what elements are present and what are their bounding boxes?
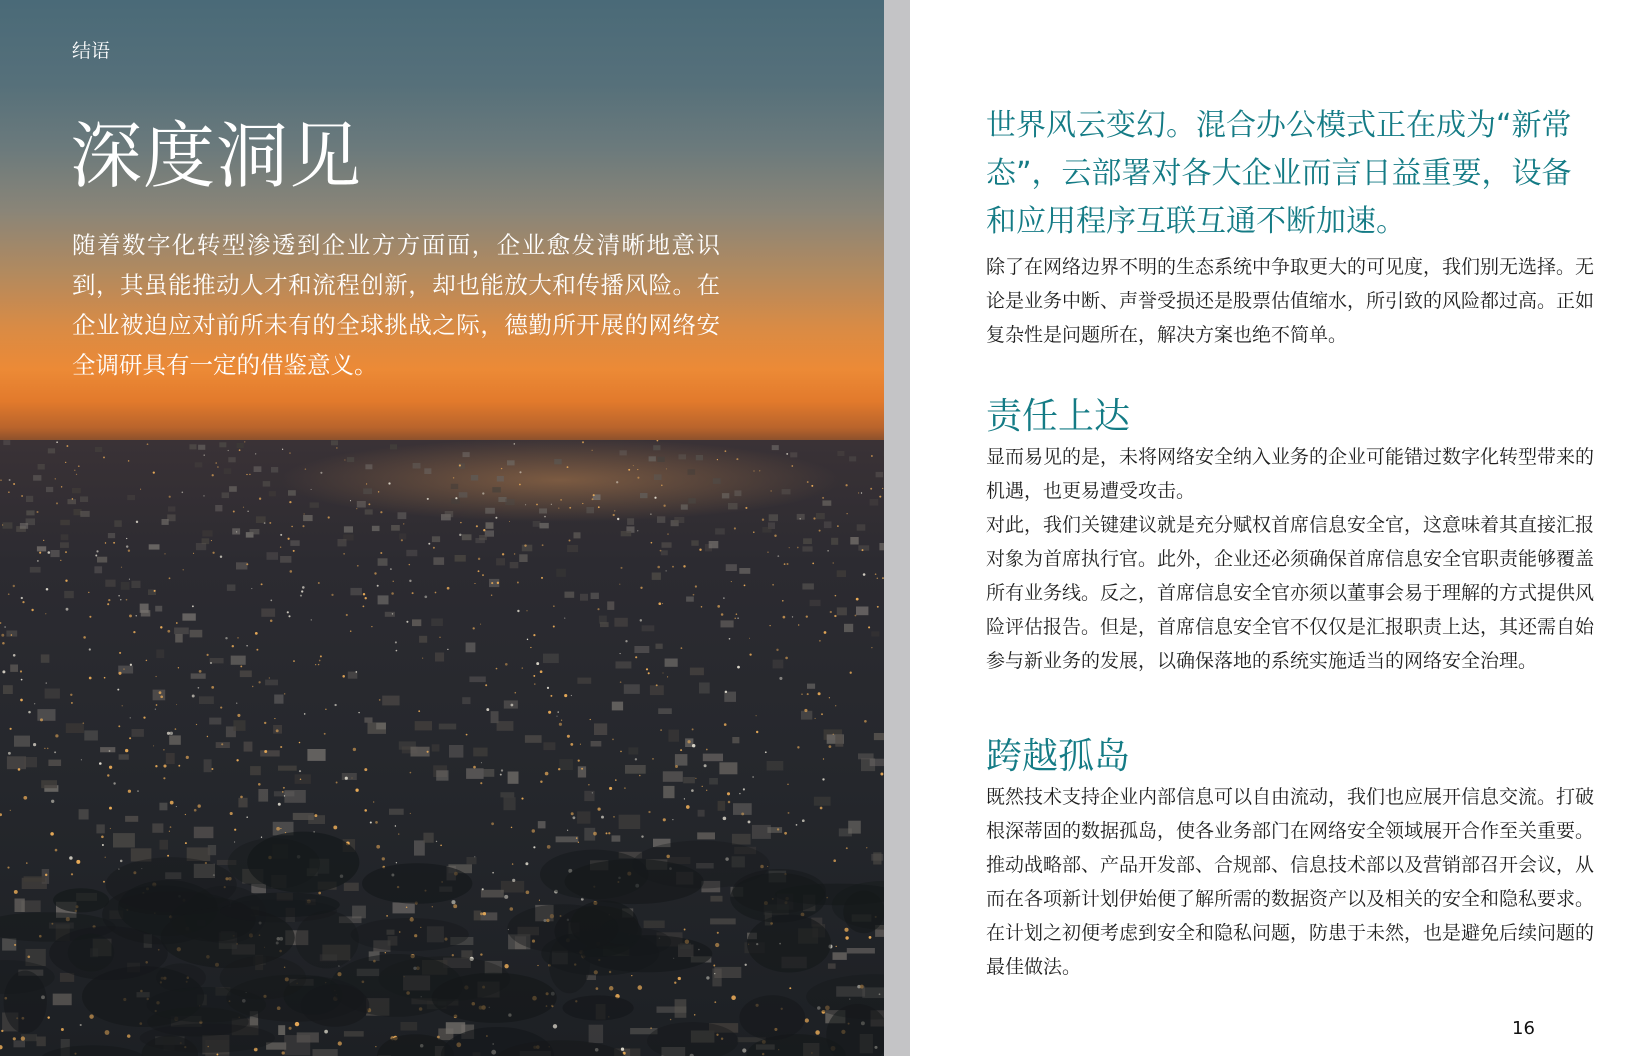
responsibility-paragraph-2: 对此，我们关键建议就是充分赋权首席信息安全官，这意味着其直接汇报对象为首席执行官。此外，企业还必须确保首席信息安全官职责能够覆盖所有业务线。反之，首席信息安全官亦须以董事会易于理解的方式提供风险评估报告。但是，首席信息安全官不仅仅是汇报职责上达，其还需自始参与新业务的发展，以确保落地的系统实施适当的网络安全治理。 [986,514,1595,672]
intro-body-paragraph: 除了在网络边界不明的生态系统中争取更大的可见度，我们别无选择。无论是业务中断、声誉受损还是股票估值缩水，所引致的风险都过高。正如复杂性是问题所在，解决方案也绝不简单。 [986,256,1595,346]
headline-quote: 世界风云变幻。混合办公模式正在成为“新常态”，云部署对各大企业而言日益重要，设备和应用程序互联互通不断加速。 [986,108,1572,239]
silos-paragraph: 既然技术支持企业内部信息可以自由流动，我们也应展开信息交流。打破根深蒂固的数据孤岛，使各业务部门在网络安全领域展开合作至关重要。推动战略部、产品开发部、合规部、信息技术部以及营销部召开会议，从而在各项新计划伊始便了解所需的数据资产以及相关的安全和隐私要求。 在计划之初便考虑到安全和隐私问题，防患于未然，也是避免后续问题的最佳做法。 [986,786,1595,978]
city-skyline-photo [0,440,884,1056]
section-heading-responsibility: 责任上达 [986,396,1131,437]
page-spine-divider [884,0,910,1056]
section-label: 结语 [72,40,111,62]
section-heading-silos: 跨越孤岛 [986,736,1131,777]
page-number: 16 [1512,1018,1535,1039]
intro-paragraph: 随着数字化转型渗透到企业方方面面，企业愈发清晰地意识到，其虽能推动人才和流程创新，却也能放大和传播风险。在企业被迫应对前所未有的全球挑战之际，德勤所开展的网络安全调研具有一定的借鉴意义。 [72,231,720,379]
city-lights-illustration [0,440,884,1056]
text-panel [910,0,1632,1056]
responsibility-paragraph-1: 显而易见的是，未将网络安全纳入业务的企业可能错过数字化转型带来的机遇，也更易遭受攻击。 [986,446,1595,502]
page-title: 深度洞见 [70,114,363,198]
